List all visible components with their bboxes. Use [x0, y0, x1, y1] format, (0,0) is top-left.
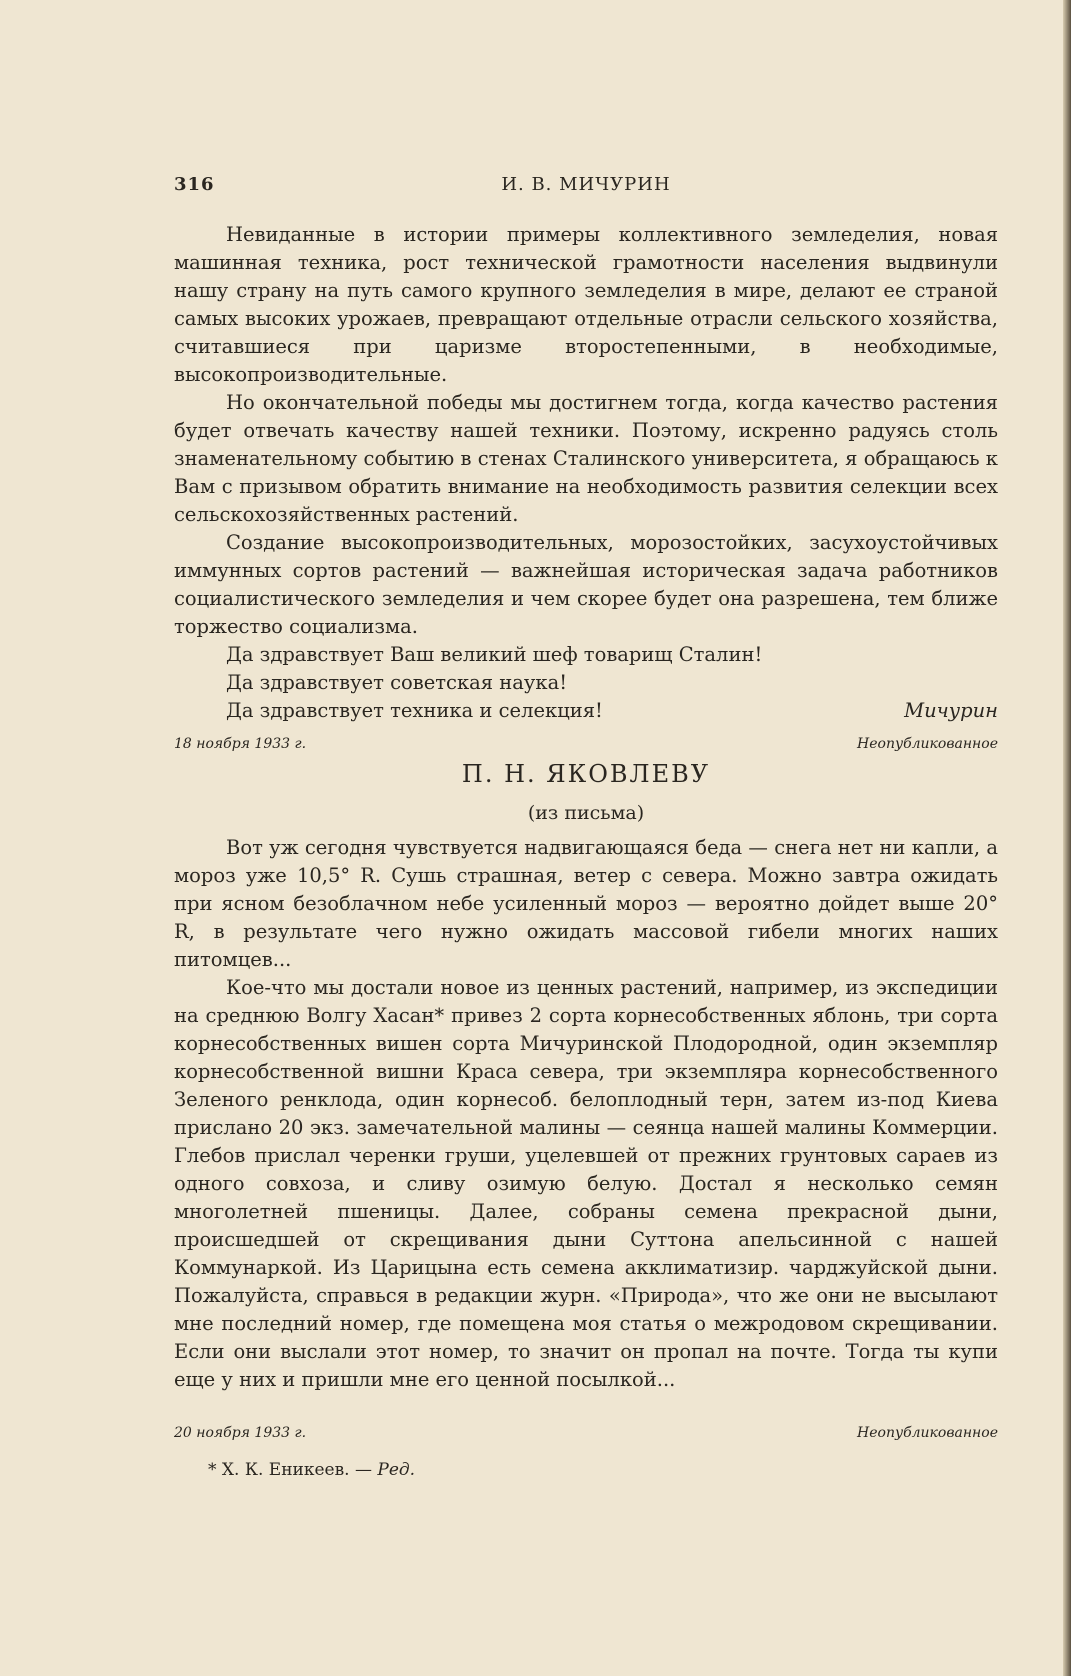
toast-line: Да здравствует техника и селекция!: [226, 699, 603, 722]
letter-date: 20 ноября 1933 г.: [174, 1425, 307, 1441]
letter2-meta: [174, 1425, 998, 1447]
page-header: [174, 174, 998, 198]
signature-row: [174, 697, 998, 725]
paragraph: Создание высокопроизводительных, морозостойких, засухоустойчивых иммунных сортов растений — важнейшая историческая задача работников социалистического земледелия и чем скорее будет она разрешена, тем ближе торжество социализма.: [174, 531, 998, 638]
page-edge: [1063, 0, 1071, 1676]
letter2-body: [174, 834, 998, 1394]
publication-status: Неопубликованное: [857, 1425, 998, 1441]
running-title: И. В. МИЧУРИН: [501, 174, 671, 195]
letter1-body: [174, 221, 998, 725]
paragraph: Невиданные в истории примеры коллективного земледелия, новая машинная техника, рост технической грамотности населения выдвинули нашу страну на путь самого крупного земледелия в мире, делают ее страной самых высоких урожаев, превращают отдельные отрасли сельского хозяйства, считавшиеся при царизме второстепенными, в необходимые, высокопроизводительные.: [174, 223, 998, 386]
letter-subtitle: (из письма): [527, 802, 645, 824]
paragraph: Вот уж сегодня чувствуется надвигающаяся беда — снега нет ни капли, а мороз уже 10,5° R. Сушь страшная, ветер с севера. Можно завтра ожидать при ясном безоблачном небе усиленный мороз — вероятно дойдет выше 20° R, в результате чего нужно ожидать массовой гибели многих наших питомцев...: [174, 836, 998, 971]
paragraph: Кое-что мы достали новое из ценных растений, например, из экспедиции на среднюю Волгу Хасан* привез 2 сорта корнесобственных яблонь, три сорта корнесобственных вишен сорта Мичуринской Плодородной, один экземпляр корнесобственной вишни Краса севера, три экземпляра корнесобственного Зеленого ренклода, один корнесоб. белоплодный терн, затем из-под Киева прислано 20 экз. замечательной малины — сеянца нашей малины Коммерции. Глебов прислал черенки груши, уцелевшей от прежних грунтовых сараев из одного совхоза, и сливу озимую белую. Достал я несколько семян многолетней пшеницы. Далее, собраны семена прекрасной дыни, происшедшей от скрещивания дыни Суттона апельсинной с нашей Коммунаркой. Из Царицына есть семена акклиматизир. чарджуйской дыни. Пожалуйста, справься в редакции журн. «Природа», что же они не высылают мне последний номер, где помещена моя статья о межродовом скрещивании. Если они выслали этот номер, то значит он пропал на почте. Тогда ты купи еще у них и пришли мне его ценной посылкой...: [174, 976, 998, 1391]
footnote: [208, 1460, 415, 1480]
letter-title: П. Н. ЯКОВЛЕВУ: [461, 760, 711, 788]
letter-date: 18 ноября 1933 г.: [174, 736, 307, 752]
paragraph: Но окончательной победы мы достигнем тогда, когда качество растения будет отвечать качеству нашей техники. Поэтому, искренно радуясь столь знаменательному событию в стенах Сталинского университета, я обращаюсь к Вам с призывом обратить внимание на необходимость развития селекции всех сельскохозяйственных растений.: [174, 391, 998, 526]
page-number: 316: [174, 174, 215, 195]
footnote-editor: Ред.: [377, 1460, 416, 1480]
footnote-text: * Х. К. Еникеев. —: [208, 1460, 372, 1480]
signature: Мичурин: [904, 699, 998, 722]
letter1-meta: [174, 736, 998, 758]
publication-status: Неопубликованное: [857, 736, 998, 752]
toast-line: Да здравствует Ваш великий шеф товарищ Сталин!: [226, 643, 763, 666]
toast-line: Да здравствует советская наука!: [226, 671, 568, 694]
